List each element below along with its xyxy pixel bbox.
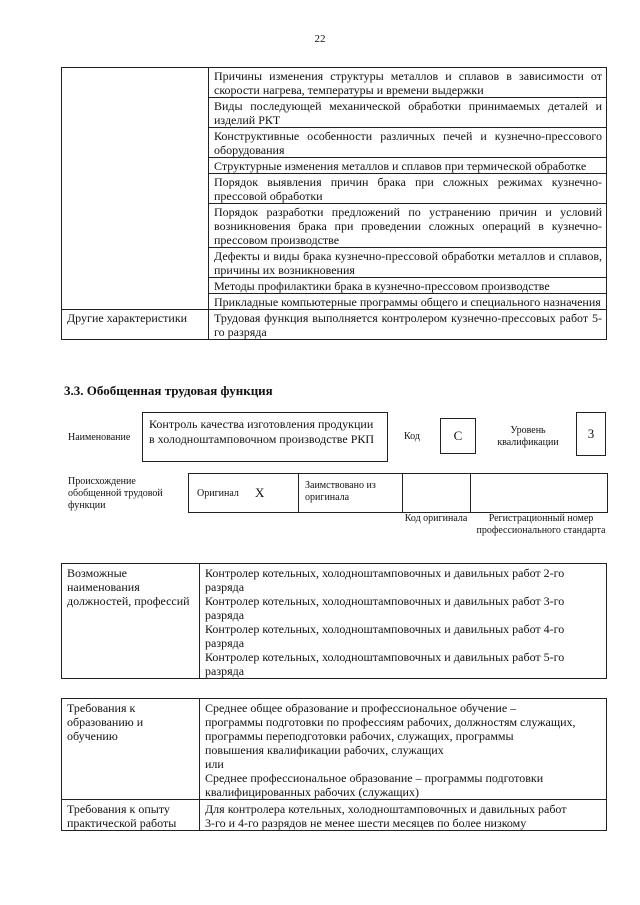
requirements-table xyxy=(61,698,607,831)
divider xyxy=(298,474,299,512)
text-line: программы переподготовки рабочих, служащих, программы xyxy=(205,729,514,743)
text-line: Среднее общее образование и профессиональное обучение – xyxy=(205,701,517,715)
text-line: Среднее профессиональное образование – программы подготовки xyxy=(205,771,544,785)
table-cell: Методы профилактики брака в кузнечно-прессовом производстве xyxy=(209,278,607,294)
borrowed-label: Заимствовано из оригинала xyxy=(305,480,376,503)
table-row xyxy=(62,564,607,679)
list-item: Контролер котельных, холодноштамповочных и давильных работ 4-го разряда xyxy=(205,622,565,650)
table-cell: Порядок разработки предложений по устранению причин и условий возникновения брака при проведении сложных операций в кузнечно-прессовом производстве xyxy=(209,204,607,248)
experience-value xyxy=(200,800,607,831)
page-number: 22 xyxy=(314,33,326,45)
other-characteristics-value: Трудовая функция выполняется контролером кузнечно-прессовых работ 5-го разряда xyxy=(209,310,607,340)
code-value-box: C xyxy=(440,418,476,454)
text-line: квалифицированных рабочих (служащих) xyxy=(205,785,419,799)
table-row xyxy=(62,699,607,800)
level-value-box: 3 xyxy=(576,412,606,456)
table-cell: Прикладные компьютерные программы общего и специального назначения xyxy=(209,294,607,310)
text-line: 3-го и 4-го разрядов не менее шести месяцев по более низкому xyxy=(205,816,527,830)
level-label: Уровень квалификации xyxy=(497,425,559,448)
list-item: Контролер котельных, холодноштамповочных и давильных работ 3-го разряда xyxy=(205,594,565,622)
table-cell: Конструктивные особенности различных печей и кузнечно-прессового оборудования xyxy=(209,128,607,158)
knowledge-table xyxy=(61,67,607,340)
table-cell: Причины изменения структуры металлов и сплавов в зависимости от скорости нагрева, температуры и времени выдержки xyxy=(209,68,607,98)
text-line: Для контролера котельных, холодноштамповочных и давильных работ xyxy=(205,802,567,816)
text-line: или xyxy=(205,757,224,771)
reg-number-label: Регистрационный номер профессионального стандарта xyxy=(476,513,606,536)
function-name-box: Контроль качества изготовления продукции в холодноштамповочном производстве РКП xyxy=(142,412,388,462)
origin-label: Происхождение обобщенной трудовой функции xyxy=(68,476,163,511)
empty-label-cell xyxy=(62,68,209,310)
list-item: Контролер котельных, холодноштамповочных и давильных работ 2-го разряда xyxy=(205,566,565,594)
table-cell: Порядок выявления причин брака при сложных режимах кузнечно-прессовой обработки xyxy=(209,174,607,204)
table-row xyxy=(62,68,607,98)
text-line: повышения квалификации рабочих, служащих xyxy=(205,743,444,757)
positions-list xyxy=(200,564,607,679)
table-cell: Структурные изменения металлов и сплавов при термической обработке xyxy=(209,158,607,174)
education-value xyxy=(200,699,607,800)
table-row xyxy=(62,310,607,340)
list-item: Контролер котельных, холодноштамповочных и давильных работ 5-го разряда xyxy=(205,650,565,678)
divider xyxy=(470,474,471,512)
code-original-label: Код оригинала xyxy=(404,513,468,524)
code-label: Код xyxy=(404,431,420,442)
original-label: Оригинал xyxy=(197,488,239,499)
table-cell: Виды последующей механической обработки принимаемых деталей и изделий РКТ xyxy=(209,98,607,128)
origin-box xyxy=(188,473,608,513)
original-mark: X xyxy=(255,485,265,500)
table-row xyxy=(62,800,607,831)
name-label: Наименование xyxy=(68,432,131,443)
text-line: программы подготовки по профессиям рабочих, должностям служащих, xyxy=(205,715,576,729)
divider xyxy=(402,474,403,512)
positions-table xyxy=(61,563,607,679)
section-title: 3.3. Обобщенная трудовая функция xyxy=(64,383,273,398)
table-cell: Дефекты и виды брака кузнечно-прессовой обработки металлов и сплавов, причины их возникновения xyxy=(209,248,607,278)
education-label: Требования к образованию и обучению xyxy=(62,699,200,800)
experience-label: Требования к опыту практической работы xyxy=(62,800,200,831)
positions-label: Возможные наименования должностей, профессий xyxy=(62,564,200,679)
other-characteristics-label: Другие характеристики xyxy=(62,310,209,340)
